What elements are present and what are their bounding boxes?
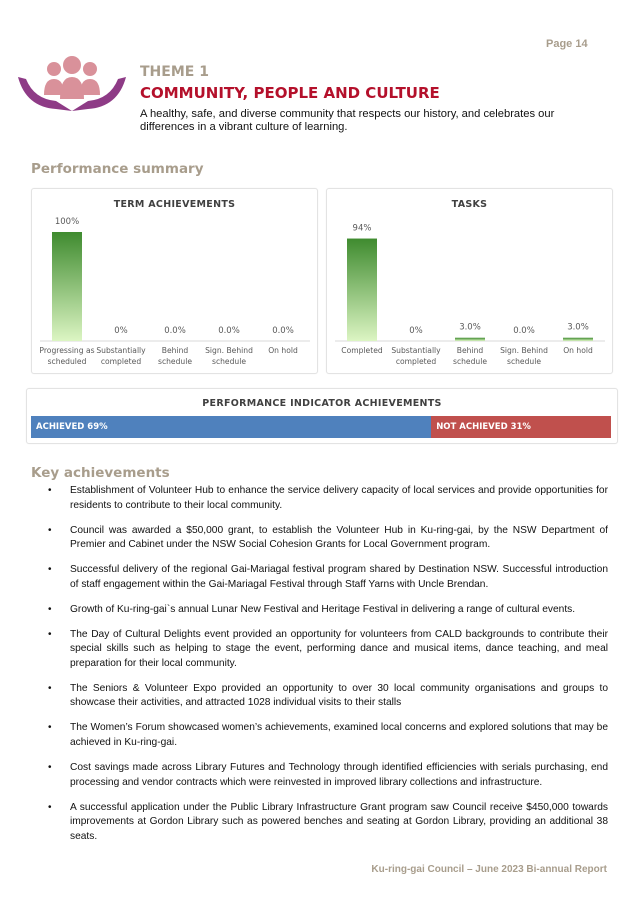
category-label: scheduled <box>47 357 87 366</box>
achievement-text: The Seniors & Volunteer Expo provided an opportunity to over 30 local community organisations and groups to showcase their activities, and attracted 1028 individual visits to their stalls <box>70 682 608 709</box>
list-item <box>48 563 608 592</box>
category-label: On hold <box>268 346 298 355</box>
bar <box>455 338 485 341</box>
achievement-text: The Day of Cultural Delights event provided an opportunity for volunteers from CALD backgrounds to contribute their special skills such as helping to stage the event, performing dance and musical items, dance teaching, and meal preparation for their local community. <box>70 628 608 669</box>
community-hands-icon <box>16 55 128 117</box>
bullet-icon: • <box>48 603 52 615</box>
theme-label: THEME 1 <box>140 64 209 80</box>
category-label: completed <box>100 357 142 366</box>
footer: Ku-ring-gai Council – June 2023 Bi-annual Report <box>371 864 607 875</box>
bar <box>52 232 82 341</box>
tasks-chart <box>327 189 614 375</box>
category-label: schedule <box>506 357 542 366</box>
data-label: 100% <box>54 217 80 227</box>
list-item <box>48 721 608 750</box>
tasks-panel <box>326 188 613 374</box>
category-label: schedule <box>211 357 247 366</box>
performance-summary-heading: Performance summary <box>31 161 204 177</box>
data-label: 3.0% <box>459 322 481 333</box>
bullet-icon: • <box>48 485 52 496</box>
term-achievements-chart <box>32 189 319 375</box>
category-label: completed <box>395 357 437 366</box>
list-item <box>48 603 608 618</box>
list-item <box>48 682 608 711</box>
bullet-icon: • <box>48 628 52 640</box>
bullet-icon: • <box>48 564 52 576</box>
key-achievements-list <box>48 484 608 844</box>
achievement-text: Establishment of Volunteer Hub to enhance the service delivery capacity of local services and provide opportunities for residents to contribute to their local community. <box>70 485 608 511</box>
list-item <box>48 524 608 553</box>
bullet-icon: • <box>48 722 52 734</box>
bullet-icon: • <box>48 801 52 813</box>
list-item <box>48 628 608 672</box>
category-label: Sign. Behind <box>205 346 253 355</box>
performance-indicator-title: PERFORMANCE INDICATOR ACHIEVEMENTS <box>202 398 442 409</box>
performance-indicator-bar <box>31 416 611 438</box>
not-achieved-segment: NOT ACHIEVED 31% <box>431 416 611 438</box>
bullet-icon: • <box>48 682 52 694</box>
category-label: Substantially <box>96 346 146 355</box>
bar <box>563 338 593 341</box>
category-label: Progressing as <box>39 346 95 355</box>
data-label: 0.0% <box>272 326 294 336</box>
term-achievements-panel <box>31 188 318 374</box>
category-label: Sign. Behind <box>500 346 548 355</box>
theme-title: COMMUNITY, PEOPLE AND CULTURE <box>140 84 440 102</box>
achievement-text: Growth of Ku-ring-gai`s annual Lunar New Festival and Heritage Festival in delivering a range of cultural events. <box>70 603 576 615</box>
bar <box>347 239 377 341</box>
data-label: 3.0% <box>567 322 589 333</box>
achievement-text: A successful application under the Public Library Infrastructure Grant program saw Council receive $450,000 towards improvements at Gordon Library such as powered benches and seating at Gordon Library, providing an additional 38 seats. <box>70 801 608 842</box>
category-label: Completed <box>341 346 383 355</box>
theme-description: A healthy, safe, and diverse community that respects our history, and celebrates our differences in a vibrant culture of learning. <box>140 108 555 133</box>
tasks-title: TASKS <box>451 199 488 210</box>
achievement-text: Council was awarded a $50,000 grant, to establish the Volunteer Hub in Ku-ring-gai, by the NSW Department of Premier and Cabinet under the NSW Social Cohesion Grants for Local Government program. <box>70 524 608 551</box>
list-item <box>48 761 608 790</box>
bullet-icon: • <box>48 762 52 774</box>
list-item <box>48 484 608 513</box>
data-label: 0% <box>409 326 423 336</box>
category-label: schedule <box>452 357 488 366</box>
bullet-icon: • <box>48 524 52 536</box>
category-label: On hold <box>563 346 593 355</box>
category-label: Behind <box>161 346 189 355</box>
achieved-segment: ACHIEVED 69% <box>31 416 431 438</box>
data-label: 0% <box>114 326 128 336</box>
data-label: 0.0% <box>164 326 186 336</box>
list-item <box>48 801 608 845</box>
achievement-text: Cost savings made across Library Futures and Technology through identified efficiencies with serials purchasing, end processing and vendor contracts which were reinvested in improved library collections and infrastructure. <box>70 762 608 788</box>
category-label: schedule <box>157 357 193 366</box>
data-label: 0.0% <box>218 326 240 336</box>
data-label: 94% <box>352 223 372 234</box>
page-number: Page 14 <box>546 38 588 50</box>
achievement-text: Successful delivery of the regional Gai-Mariagal festival program shared by Destination NSW. Successful introduction of staff engagement within the Gai-Mariagal Festival through Staff Yarns with Uncle Brendan. <box>70 564 608 590</box>
category-label: Behind <box>456 346 484 355</box>
achievement-text: The Women’s Forum showcased women’s achievements, examined local concerns and explored solutions that may be achieved in Ku-ring-gai. <box>70 722 608 749</box>
term-achievements-title: TERM ACHIEVEMENTS <box>113 199 236 210</box>
data-label: 0.0% <box>513 326 535 336</box>
category-label: Substantially <box>391 346 441 355</box>
key-achievements-heading: Key achievements <box>31 465 170 481</box>
